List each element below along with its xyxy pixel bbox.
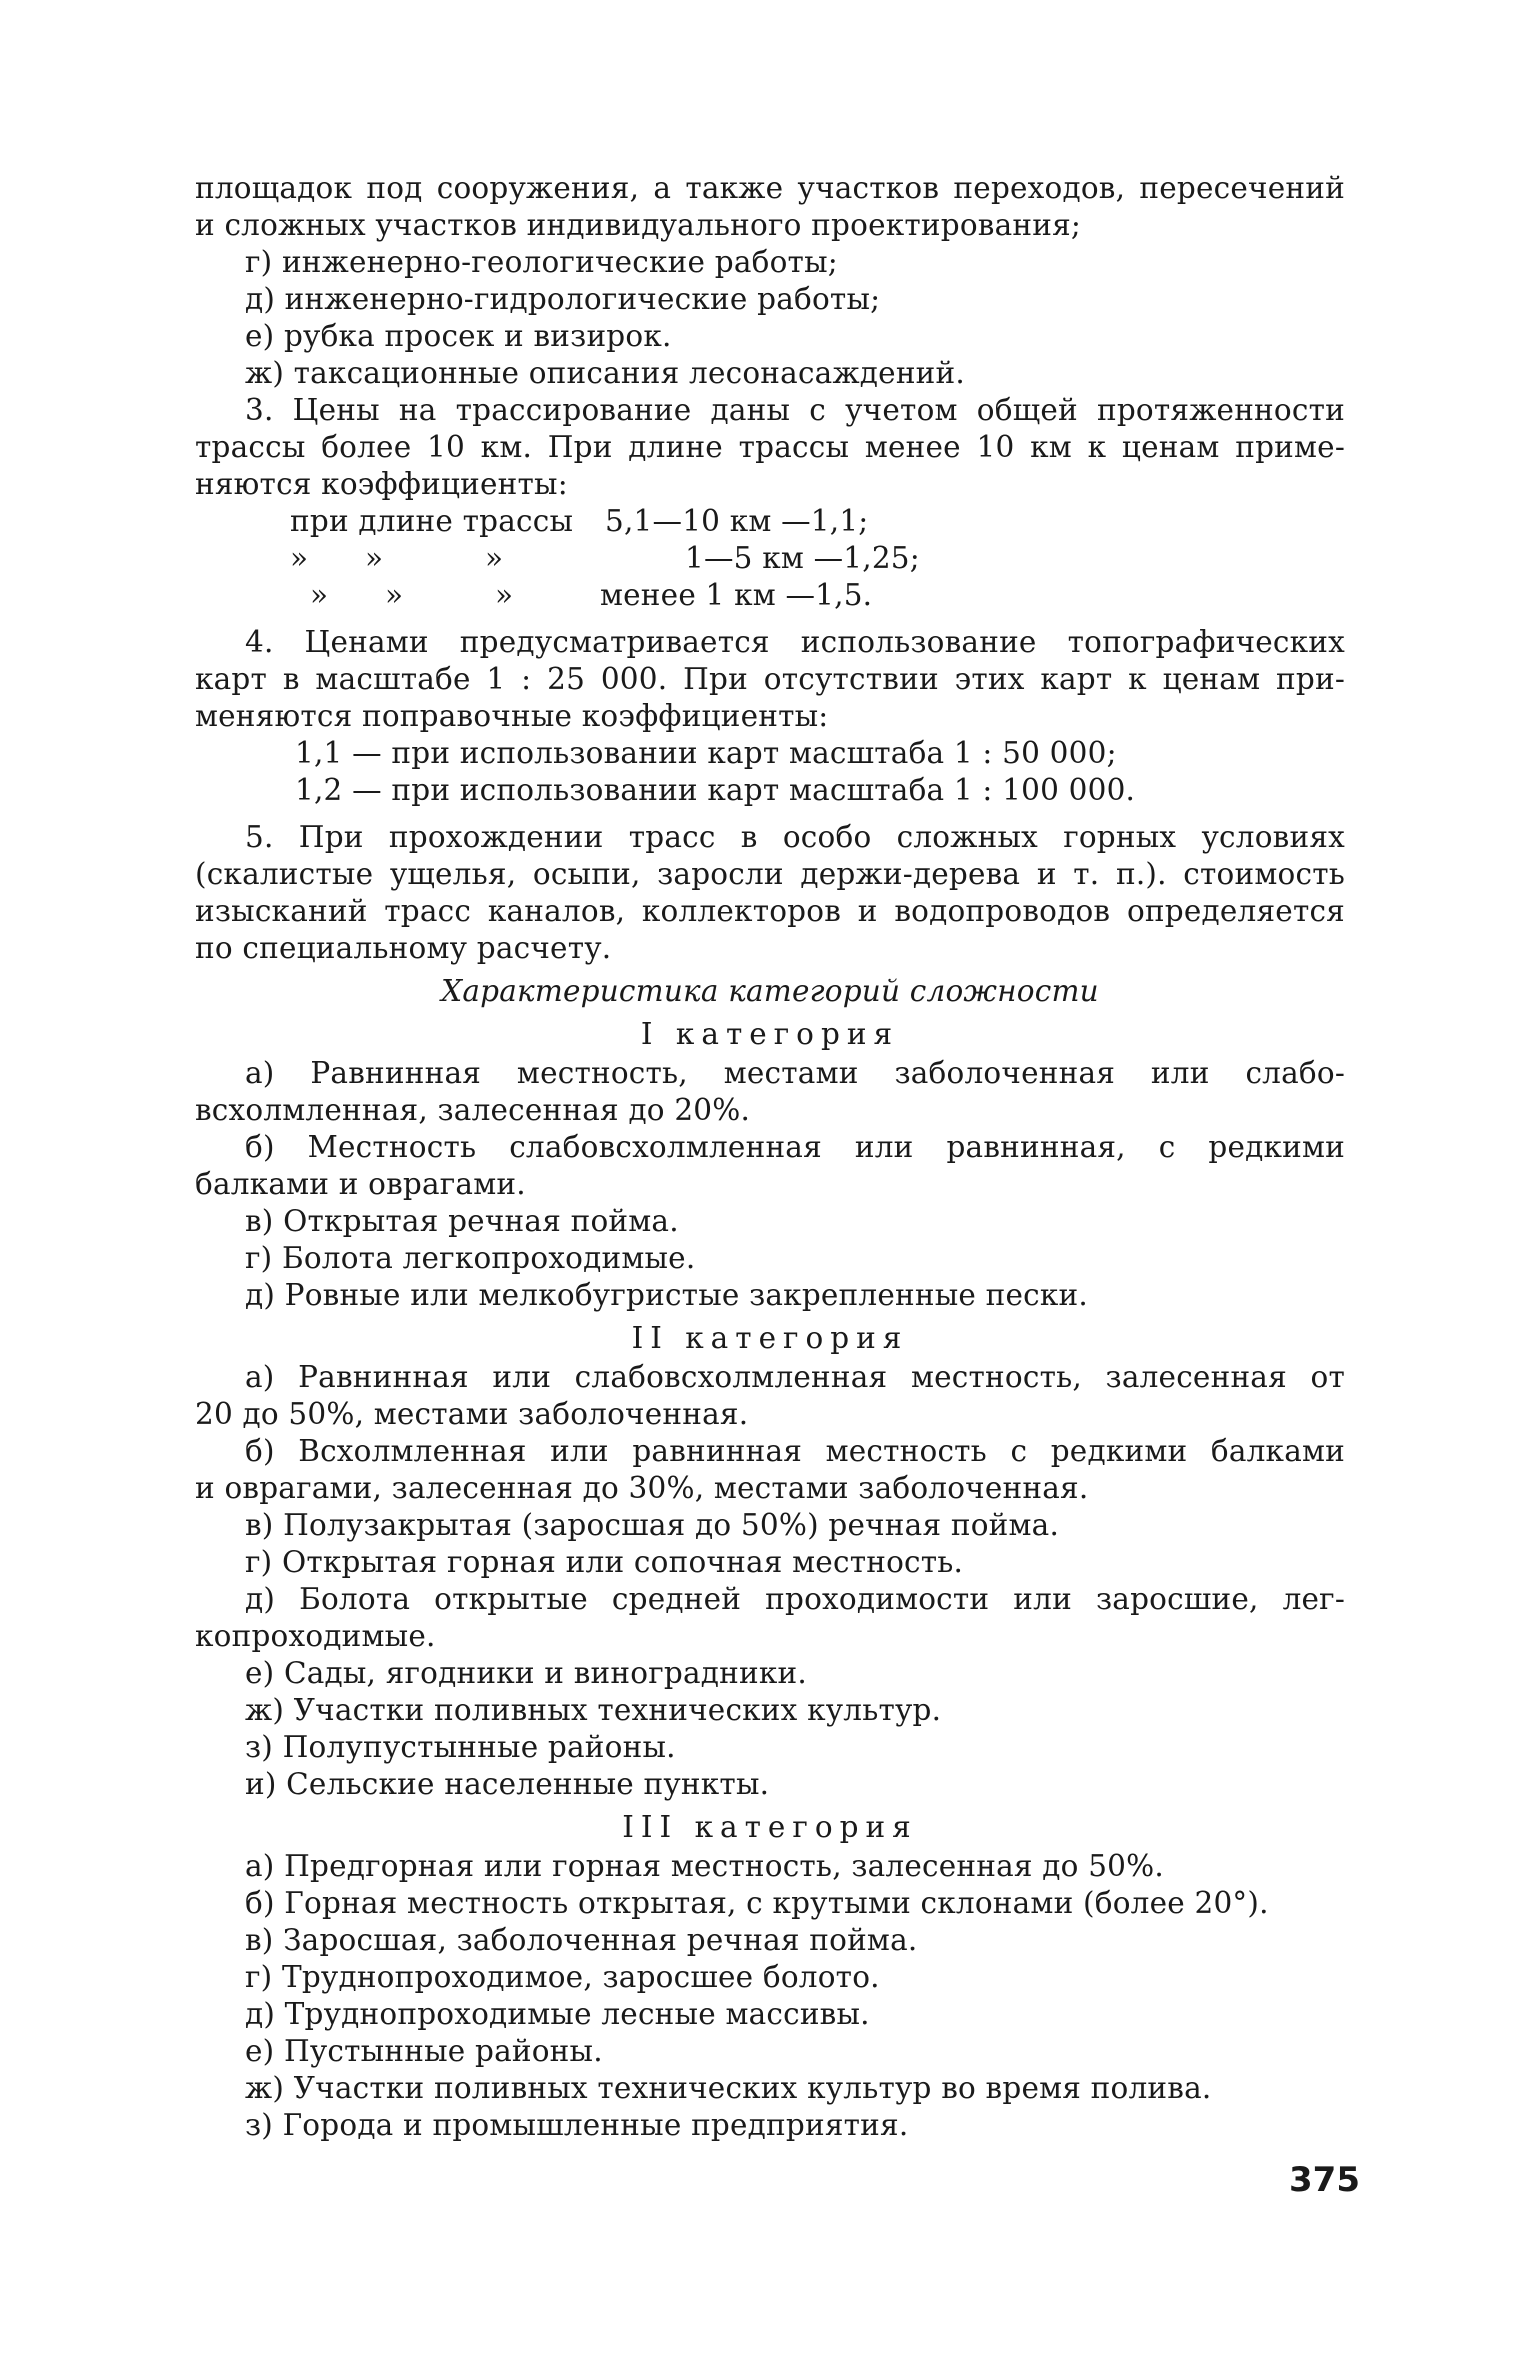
category-item: ж) Участки поливных технических культур. <box>245 1693 942 1727</box>
category-item: в) Полузакрытая (заросшая до 50%) речная пойма. <box>245 1508 1060 1542</box>
paragraph-5-line: (скалистые ущелья, осыпи, заросли держи-дерева и т. п.). стоимость <box>195 857 1345 891</box>
paragraph-3-line: няются коэффициенты: <box>195 467 568 501</box>
category-item: а) Равнинная или слабовсхолмленная местность, залесенная от <box>245 1360 1345 1394</box>
category-item: б) Горная местность открытая, с крутыми склонами (более 20°). <box>245 1886 1269 1920</box>
category-item: з) Полупустынные районы. <box>245 1730 676 1764</box>
paragraph-4-line: 4. Ценами предусматривается использование топографических <box>245 625 1345 659</box>
category-item: д) Ровные или мелкобугристые закрепленные пески. <box>245 1278 1088 1312</box>
page-number: 375 <box>1289 2160 1360 2200</box>
text-column <box>195 170 1345 2144</box>
list-item: е) рубка просек и визирок. <box>245 319 672 353</box>
list-item: г) инженерно-геологические работы; <box>245 245 838 279</box>
category-item: всхолмленная, залесенная до 20%. <box>195 1093 751 1127</box>
category-item: д) Болота открытые средней проходимости или заросшие, лег- <box>245 1582 1345 1616</box>
category-item: в) Заросшая, заболоченная речная пойма. <box>245 1923 918 1957</box>
category-item: г) Болота легкопроходимые. <box>245 1241 696 1275</box>
category-item: е) Сады, ягодники и виноградники. <box>245 1656 807 1690</box>
category-item: б) Местность слабовсхолмленная или равнинная, с редкими <box>245 1130 1345 1164</box>
text-line: и сложных участков индивидуального проектирования; <box>195 208 1082 242</box>
coefficient-row <box>195 503 1345 540</box>
category-item: ж) Участки поливных технических культур во время полива. <box>245 2071 1212 2105</box>
ditto-mark: » <box>495 578 514 612</box>
category-item: и) Сельские населенные пункты. <box>245 1767 770 1801</box>
category-item: копроходимые. <box>195 1619 436 1653</box>
ditto-mark: » <box>365 541 384 575</box>
category-item: а) Равнинная местность, местами заболоченная или слабо- <box>245 1056 1345 1090</box>
category-item: г) Труднопроходимое, заросшее болото. <box>245 1960 880 1994</box>
paragraph-4-line: меняются поправочные коэффициенты: <box>195 699 829 733</box>
category-heading: II категория <box>631 1321 909 1355</box>
category-item: 20 до 50%, местами заболоченная. <box>195 1397 749 1431</box>
paragraph-3-line: 3. Цены на трассирование даны с учетом общей протяженности <box>245 393 1345 427</box>
paragraph-4-line: карт в масштабе 1 : 25 000. При отсутствии этих карт к ценам при- <box>195 662 1345 696</box>
category-item: г) Открытая горная или сопочная местность. <box>245 1545 964 1579</box>
coefficient-value: менее 1 км —1,5. <box>600 578 873 612</box>
coefficient-value: 1—5 км —1,25; <box>685 541 920 575</box>
category-heading: III категория <box>622 1810 918 1844</box>
text-line: площадок под сооружения, а также участков переходов, пересечений <box>195 171 1345 205</box>
category-item: б) Всхолмленная или равнинная местность с редкими балками <box>245 1434 1345 1468</box>
list-item: д) инженерно-гидрологические работы; <box>245 282 881 316</box>
paragraph-5-line: 5. При прохождении трасс в особо сложных горных условиях <box>245 820 1345 854</box>
paragraph-5-line: по специальному расчету. <box>195 931 612 965</box>
coefficient-value: 5,1—10 км —1,1; <box>605 504 869 538</box>
ditto-mark: » <box>290 541 309 575</box>
ditto-mark: » <box>485 541 504 575</box>
ditto-mark: » <box>385 578 404 612</box>
section-title: Характеристика категорий сложности <box>441 974 1099 1008</box>
category-item: и оврагами, залесенная до 30%, местами заболоченная. <box>195 1471 1089 1505</box>
category-item: д) Труднопроходимые лесные массивы. <box>245 1997 870 2031</box>
category-item: е) Пустынные районы. <box>245 2034 603 2068</box>
coefficient-line: 1,2 — при использовании карт масштаба 1 : 100 000. <box>295 773 1136 807</box>
paragraph-3-line: трассы более 10 км. При длине трассы менее 10 км к ценам приме- <box>195 430 1345 464</box>
category-item: балками и оврагами. <box>195 1167 526 1201</box>
paragraph-5-line: изысканий трасс каналов, коллекторов и водопроводов определяется <box>195 894 1345 928</box>
category-heading: I категория <box>640 1017 900 1051</box>
category-item: а) Предгорная или горная местность, залесенная до 50%. <box>245 1849 1164 1883</box>
coefficient-row <box>195 577 1345 614</box>
list-item: ж) таксационные описания лесонасаждений. <box>245 356 965 390</box>
category-item: в) Открытая речная пойма. <box>245 1204 679 1238</box>
coefficient-row <box>195 540 1345 577</box>
coefficient-label: при длине трассы <box>290 504 574 538</box>
category-item: з) Города и промышленные предприятия. <box>245 2108 909 2142</box>
ditto-mark: » <box>310 578 329 612</box>
coefficient-line: 1,1 — при использовании карт масштаба 1 : 50 000; <box>295 736 1117 770</box>
